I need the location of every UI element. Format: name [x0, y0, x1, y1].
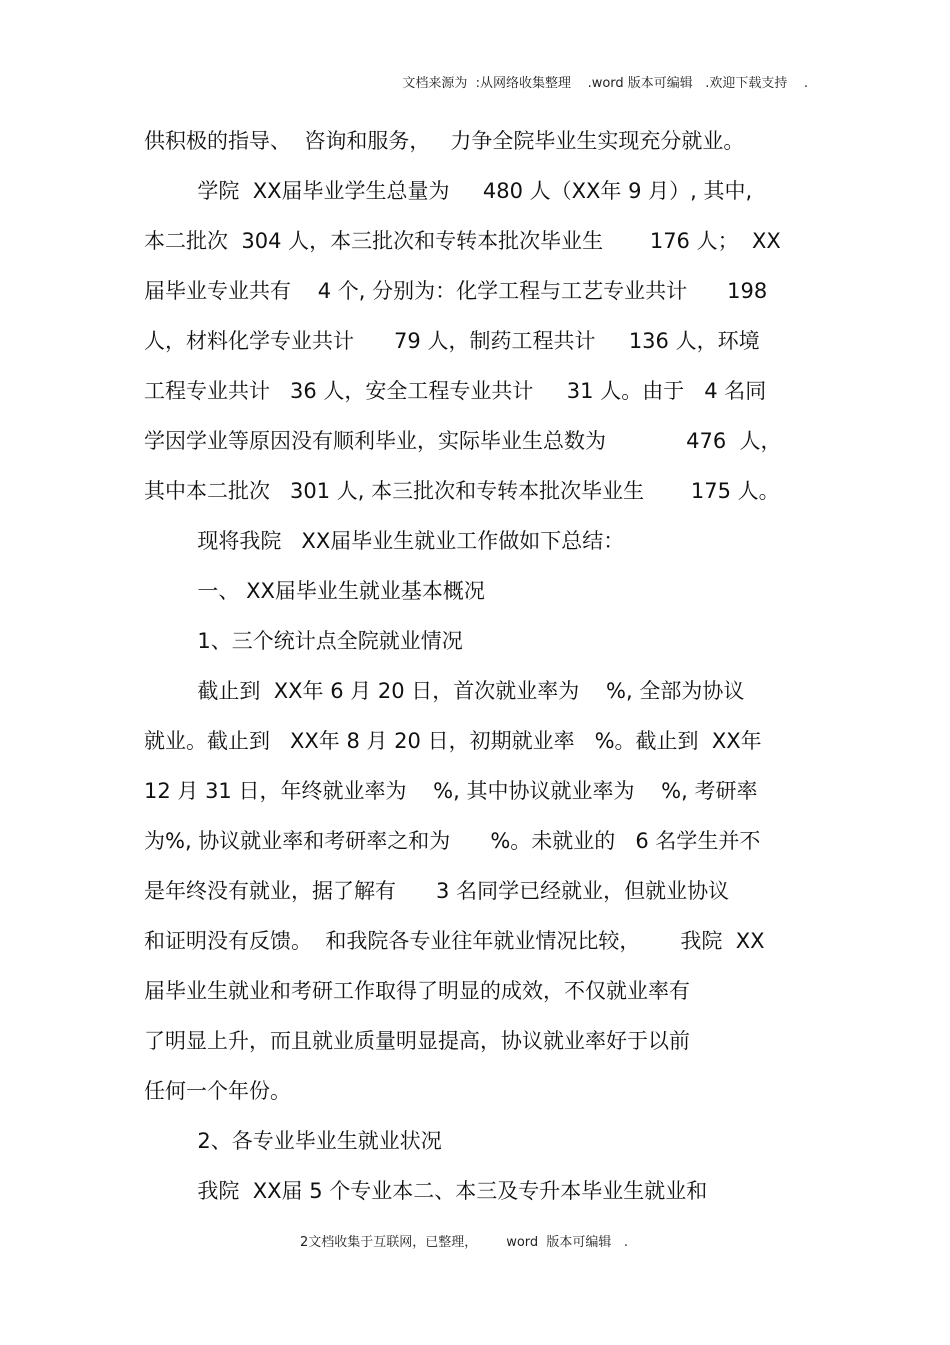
paragraph-line: 12 月 31 日，年终就业率为 %, 其中协议就业率为 %, 考研率	[144, 779, 758, 803]
paragraph-line: 届毕业生就业和考研工作取得了明显的成效，不仅就业率有	[144, 979, 690, 1003]
paragraph-line: 任何一个年份。	[144, 1079, 291, 1103]
paragraph-line: 学因学业等原因没有顺利毕业，实际毕业生总数为 476 人，	[144, 429, 782, 453]
paragraph-line: 现将我院 XX届毕业生就业工作做如下总结：	[144, 529, 625, 553]
paragraph-line: 为%, 协议就业率和考研率之和为 %。未就业的 6 名学生并不	[144, 829, 761, 853]
paragraph-line: 其中本二批次 301 人, 本三批次和专转本批次毕业生 175 人。	[144, 479, 780, 503]
paragraph-line: 学院 XX届毕业学生总量为 480 人（XX年 9 月）, 其中,	[144, 179, 753, 203]
paragraph-line: 截止到 XX年 6 月 20 日，首次就业率为 %, 全部为协议	[144, 679, 745, 703]
paragraph-line: 就业。截止到 XX年 8 月 20 日，初期就业率 %。截止到 XX年	[144, 729, 762, 753]
paragraph-line: 供积极的指导、 咨询和服务， 力争全院毕业生实现充分就业。	[144, 129, 745, 153]
paragraph-line: 我院 XX届 5 个专业本二、本三及专升本毕业生就业和	[144, 1179, 708, 1203]
subsection-heading: 2、各专业毕业生就业状况	[144, 1129, 442, 1153]
paragraph-line: 本二批次 304 人，本三批次和专转本批次毕业生 176 人； XX	[144, 229, 781, 253]
paragraph-line: 人，材料化学专业共计 79 人，制药工程共计 136 人，环境	[144, 329, 760, 353]
paragraph-line: 工程专业共计 36 人，安全工程专业共计 31 人。由于 4 名同	[144, 379, 767, 403]
subsection-heading: 1、三个统计点全院就业情况	[144, 629, 463, 653]
paragraph-line: 和证明没有反馈。 和我院各专业往年就业情况比较， 我院 XX	[144, 929, 765, 953]
paragraph-line: 是年终没有就业，据了解有 3 名同学已经就业，但就业协议	[144, 879, 730, 903]
paragraph-line: 了明显上升，而且就业质量明显提高，协议就业率好于以前	[144, 1029, 690, 1053]
page-footer: 2文档收集于互联网，已整理， word 版本可编辑 .	[300, 1235, 628, 1250]
paragraph-line: 届毕业专业共有 4 个, 分别为：化学工程与工艺专业共计 198	[144, 279, 768, 303]
page-header: 文档来源为 :从网络收集整理 .word 版本可编辑 .欢迎下载支持 .	[402, 76, 808, 91]
section-heading: 一、 XX届毕业生就业基本概况	[144, 579, 485, 603]
